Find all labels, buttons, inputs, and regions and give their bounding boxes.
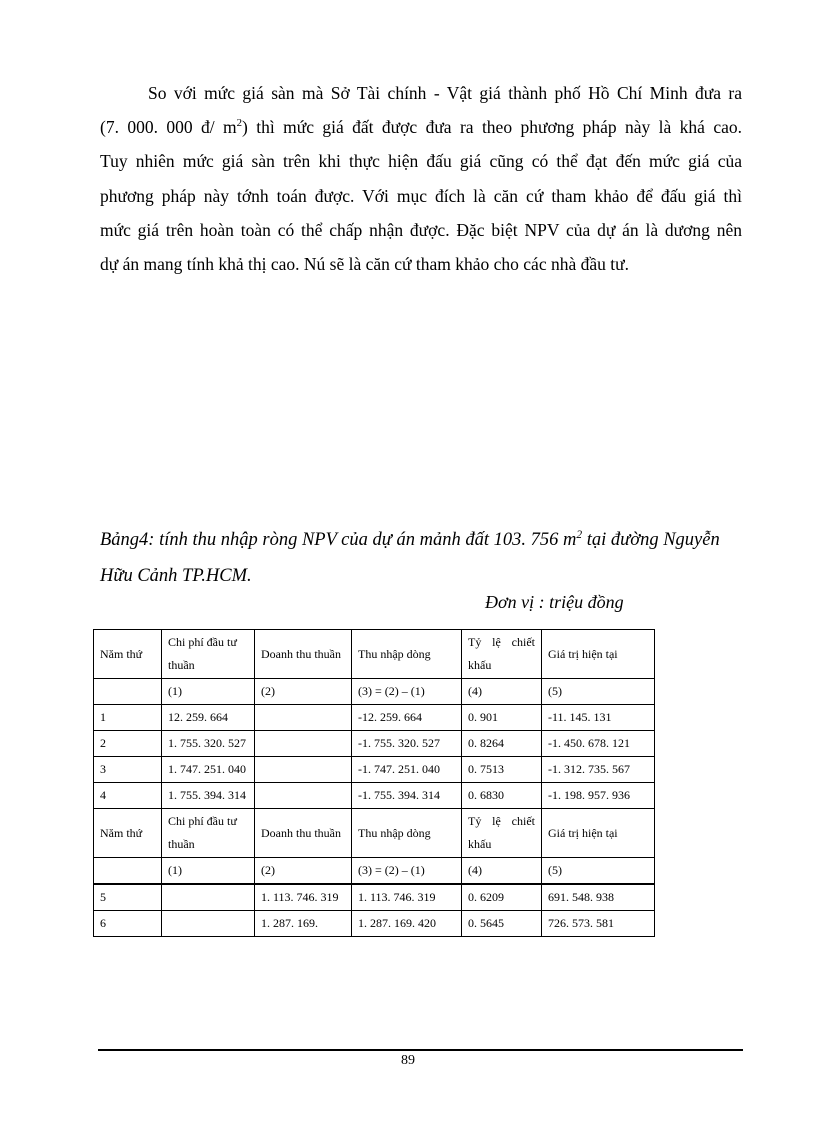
- table-cell: Thu nhập dòng: [352, 630, 462, 679]
- table-cell: 3: [94, 757, 162, 783]
- table-cell: [255, 783, 352, 809]
- table-cell: Thu nhập dòng: [352, 809, 462, 858]
- table-cell: 0. 901: [462, 705, 542, 731]
- table-cell: Doanh thu thuần: [255, 809, 352, 858]
- paragraph-line: mức giá trên hoàn toàn có thể chấp nhận được. Đặc biệt NPV của dự án là dương nên: [100, 219, 742, 240]
- table-cell: -1. 755. 320. 527: [352, 731, 462, 757]
- npv-table: [93, 629, 655, 937]
- caption-text: Bảng4: tính thu nhập ròng NPV của dự án mảnh đất 103. 756 m: [100, 530, 577, 550]
- table-cell: (1): [162, 679, 255, 705]
- table-caption: [100, 522, 750, 594]
- table-cell: 1. 755. 320. 527: [162, 731, 255, 757]
- table-cell: Chi phí đầu tư thuần: [162, 630, 255, 679]
- caption-superscript: 2: [576, 528, 583, 541]
- table-cell: (4): [462, 679, 542, 705]
- body-paragraph: [100, 76, 742, 281]
- table-cell: -1. 755. 394. 314: [352, 783, 462, 809]
- table-cell: -12. 259. 664: [352, 705, 462, 731]
- table-cell: 1. 747. 251. 040: [162, 757, 255, 783]
- table-cell: -1. 747. 251. 040: [352, 757, 462, 783]
- table-cell: 5: [94, 884, 162, 911]
- table-cell: [255, 731, 352, 757]
- table-cell: 1. 755. 394. 314: [162, 783, 255, 809]
- table-cell: 1. 113. 746. 319: [352, 884, 462, 911]
- table-cell: 0. 8264: [462, 731, 542, 757]
- table-cell: 4: [94, 783, 162, 809]
- table-cell: Doanh thu thuần: [255, 630, 352, 679]
- table-row: [94, 705, 655, 731]
- table-cell: Năm thứ: [94, 630, 162, 679]
- paragraph-line: Tuy nhiên mức giá sàn trên khi thực hiện đấu giá cũng có thể đạt đến mức giá của: [100, 151, 742, 172]
- paragraph-line: [100, 110, 742, 144]
- caption-text: tại đường Nguyễn Hữu Cảnh TP.HCM.: [100, 530, 720, 586]
- footer-rule: [98, 1049, 743, 1051]
- table-cell: 1. 113. 746. 319: [255, 884, 352, 911]
- table-row: [94, 757, 655, 783]
- table-cell: (3) = (2) – (1): [352, 858, 462, 885]
- table-cell: [94, 679, 162, 705]
- table-cell: 12. 259. 664: [162, 705, 255, 731]
- unit-label: Đơn vị : triệu đồng: [485, 592, 624, 612]
- table-row: [94, 783, 655, 809]
- table-row: [94, 884, 655, 911]
- paragraph-line: dự án mang tính khả thị cao. Nú sẽ là căn cứ tham khảo cho các nhà đầu tư.: [100, 254, 629, 275]
- table-cell: (2): [255, 679, 352, 705]
- table-cell: 2: [94, 731, 162, 757]
- table-cell: 691. 548. 938: [542, 884, 655, 911]
- table-cell: 1. 287. 169.: [255, 911, 352, 937]
- table-cell: Tỷ lệ chiết khấu: [462, 809, 542, 858]
- table-cell: Giá trị hiện tại: [542, 809, 655, 858]
- table-header-row: [94, 809, 655, 858]
- table-cell: -1. 312. 735. 567: [542, 757, 655, 783]
- table-cell: 0. 5645: [462, 911, 542, 937]
- paragraph-line: phương pháp này tớnh toán được. Với mục đích là căn cứ tham khảo để đấu giá thì: [100, 185, 742, 206]
- paragraph-text: ) thì mức giá đất được đưa ra theo phương pháp này là khá cao.: [242, 117, 742, 138]
- superscript: 2: [236, 117, 243, 130]
- table-cell: Tỷ lệ chiết khấu: [462, 630, 542, 679]
- table-cell: [255, 757, 352, 783]
- table-cell: -1. 450. 678. 121: [542, 731, 655, 757]
- table-cell: Năm thứ: [94, 809, 162, 858]
- table-cell: [162, 911, 255, 937]
- table-cell: Chi phí đầu tư thuần: [162, 809, 255, 858]
- table-cell: (5): [542, 679, 655, 705]
- table-cell: 6: [94, 911, 162, 937]
- table-cell: 1: [94, 705, 162, 731]
- table-cell: (3) = (2) – (1): [352, 679, 462, 705]
- paragraph-text: (7. 000. 000 đ/ m: [100, 117, 237, 138]
- table-cell: 0. 6830: [462, 783, 542, 809]
- table-cell: [162, 884, 255, 911]
- table-cell: 1. 287. 169. 420: [352, 911, 462, 937]
- paragraph-line: So với mức giá sàn mà Sở Tài chính - Vật giá thành phố Hồ Chí Minh đưa ra: [148, 83, 742, 103]
- table-row: [94, 911, 655, 937]
- table-cell: (2): [255, 858, 352, 885]
- page-number: 89: [401, 1053, 415, 1068]
- table-row: [94, 679, 655, 705]
- table-cell: (4): [462, 858, 542, 885]
- table-cell: 726. 573. 581: [542, 911, 655, 937]
- table-cell: -1. 198. 957. 936: [542, 783, 655, 809]
- table-cell: (1): [162, 858, 255, 885]
- table-row: [94, 731, 655, 757]
- table-cell: (5): [542, 858, 655, 885]
- table-cell: -11. 145. 131: [542, 705, 655, 731]
- table-header-row: [94, 630, 655, 679]
- table-row: [94, 858, 655, 885]
- table-cell: Giá trị hiện tại: [542, 630, 655, 679]
- table-cell: 0. 6209: [462, 884, 542, 911]
- table-cell: [94, 858, 162, 885]
- table-cell: [255, 705, 352, 731]
- table-cell: 0. 7513: [462, 757, 542, 783]
